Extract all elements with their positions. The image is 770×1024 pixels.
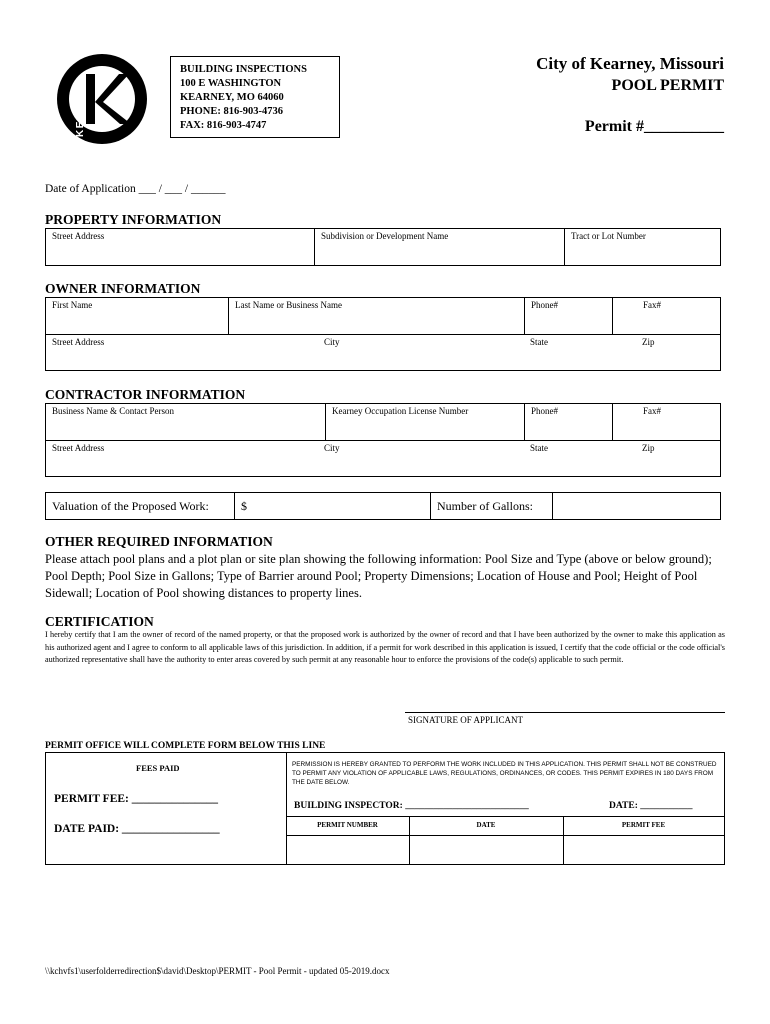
col-date: DATE xyxy=(476,821,496,829)
permit-number-entry[interactable] xyxy=(286,836,409,865)
date-paid-field[interactable]: DATE PAID: _________________ xyxy=(54,823,220,835)
date-entry[interactable] xyxy=(410,836,563,865)
valuation-table xyxy=(45,492,721,520)
signature-line[interactable] xyxy=(405,712,725,713)
file-path-footer: \\kchvfs1\userfolderredirection$\david\Desktop\PERMIT - Pool Permit - updated 05-2019.docx xyxy=(45,966,390,976)
lot-number-field[interactable]: Tract or Lot Number xyxy=(564,229,720,265)
owner-city-label: City xyxy=(324,337,340,347)
date-of-application-field[interactable]: Date of Application ___ / ___ / ______ xyxy=(45,183,226,195)
office-line: PHONE: 816-903-4736 xyxy=(180,106,283,117)
signature-label: SIGNATURE OF APPLICANT xyxy=(408,715,524,725)
office-line: FAX: 816-903-4747 xyxy=(180,120,267,131)
owner-zip-label: Zip xyxy=(642,337,655,347)
owner-fax-field[interactable]: Fax# xyxy=(612,298,720,334)
permit-fee-entry[interactable] xyxy=(564,836,724,865)
permission-notice: PERMISSION IS HEREBY GRANTED TO PERFORM THE WORK INCLUDED IN THIS APPLICATION. THIS PERMIT SHALL NOT BE CONSTRUED TO PERMIT ANY VIOLATION OF APPLICABLE LAWS, REGULATIONS, ORDINANCES, OR CODES. THIS PERMIT EXPIRES IN 180 DAYS FROM THE DATE BELOW. xyxy=(292,761,717,786)
subdivision-field[interactable]: Subdivision or Development Name xyxy=(314,229,564,265)
contractor-table xyxy=(45,403,721,477)
owner-first-name-field[interactable]: First Name xyxy=(52,300,93,310)
office-line: 100 E WASHINGTON xyxy=(180,78,282,89)
permit-record-table xyxy=(286,816,724,865)
owner-street-label: Street Address xyxy=(52,337,105,347)
gallons-label: Number of Gallons: xyxy=(430,493,552,519)
street-address-field[interactable]: Street Address xyxy=(52,231,105,241)
city-logo xyxy=(55,52,149,146)
gallons-field[interactable] xyxy=(552,493,720,519)
contractor-address-row[interactable] xyxy=(46,440,720,476)
owner-table xyxy=(45,297,721,371)
contractor-state-label: State xyxy=(530,443,548,453)
property-table xyxy=(45,228,721,266)
property-heading: PROPERTY INFORMATION xyxy=(45,212,222,227)
contractor-business-field[interactable]: Business Name & Contact Person xyxy=(52,406,174,416)
contractor-phone-field[interactable]: Phone# xyxy=(524,404,612,440)
contractor-zip-label: Zip xyxy=(642,443,655,453)
certification-text: I hereby certify that I am the owner of record of the named property, or that the proposed work is authorized by the owner of record and that I have been authorized by the owner to make this application as his authorized agent and I agree to conform to all applicable laws of this jurisdiction. In addition, if a permit for work described in this application is issued, I certify that the code official or the code official's authorized representative shall have the authority to enter areas covered by such permit at any reasonable hour to enforce the provisions of the code(s) applicable to such permit. xyxy=(45,630,725,665)
contractor-street-label: Street Address xyxy=(52,443,105,453)
col-permit-number: PERMIT NUMBER xyxy=(317,821,378,829)
logo-text: KEARNEY xyxy=(75,77,86,137)
contractor-city-label: City xyxy=(324,443,340,453)
city-name: City of Kearney, Missouri xyxy=(536,54,724,73)
owner-heading: OWNER INFORMATION xyxy=(45,281,201,296)
office-use-heading: PERMIT OFFICE WILL COMPLETE FORM BELOW THIS LINE xyxy=(45,741,326,751)
permit-fee-field[interactable]: PERMIT FEE: _______________ xyxy=(54,793,218,805)
valuation-field[interactable]: $ xyxy=(234,493,430,519)
owner-state-label: State xyxy=(530,337,548,347)
other-info-text: Please attach pool plans and a plot plan or site plan showing the following information: Pool Size and Type (above or below ground); Pool Depth; Pool Size in Gallons; Type of Barrier around Pool; Property Dimensions; Location of House and Pool; Height of Pool Sidewall; Location of Pool showing distances to property lines. xyxy=(45,552,712,600)
inspector-date-field[interactable]: DATE: ___________ xyxy=(609,801,693,811)
col-permit-fee: PERMIT FEE xyxy=(621,821,666,829)
office-line: BUILDING INSPECTIONS xyxy=(180,64,307,75)
page-title: POOL PERMIT xyxy=(611,77,724,94)
office-line: KEARNEY, MO 64060 xyxy=(180,92,284,103)
office-use-table xyxy=(45,752,725,865)
office-address-box xyxy=(170,56,340,138)
valuation-label: Valuation of the Proposed Work: xyxy=(52,499,209,513)
owner-last-name-field[interactable]: Last Name or Business Name xyxy=(228,298,524,334)
other-info-heading: OTHER REQUIRED INFORMATION xyxy=(45,534,273,549)
contractor-heading: CONTRACTOR INFORMATION xyxy=(45,387,246,402)
fees-paid-label: FEES PAID xyxy=(136,763,180,773)
certification-heading: CERTIFICATION xyxy=(45,614,154,629)
owner-address-row[interactable] xyxy=(46,334,720,370)
contractor-fax-field[interactable]: Fax# xyxy=(612,404,720,440)
permit-number-field[interactable]: Permit #__________ xyxy=(584,118,724,135)
contractor-license-field[interactable]: Kearney Occupation License Number xyxy=(325,404,524,440)
owner-phone-field[interactable]: Phone# xyxy=(524,298,612,334)
building-inspector-field[interactable]: BUILDING INSPECTOR: __________________________ xyxy=(294,801,529,811)
